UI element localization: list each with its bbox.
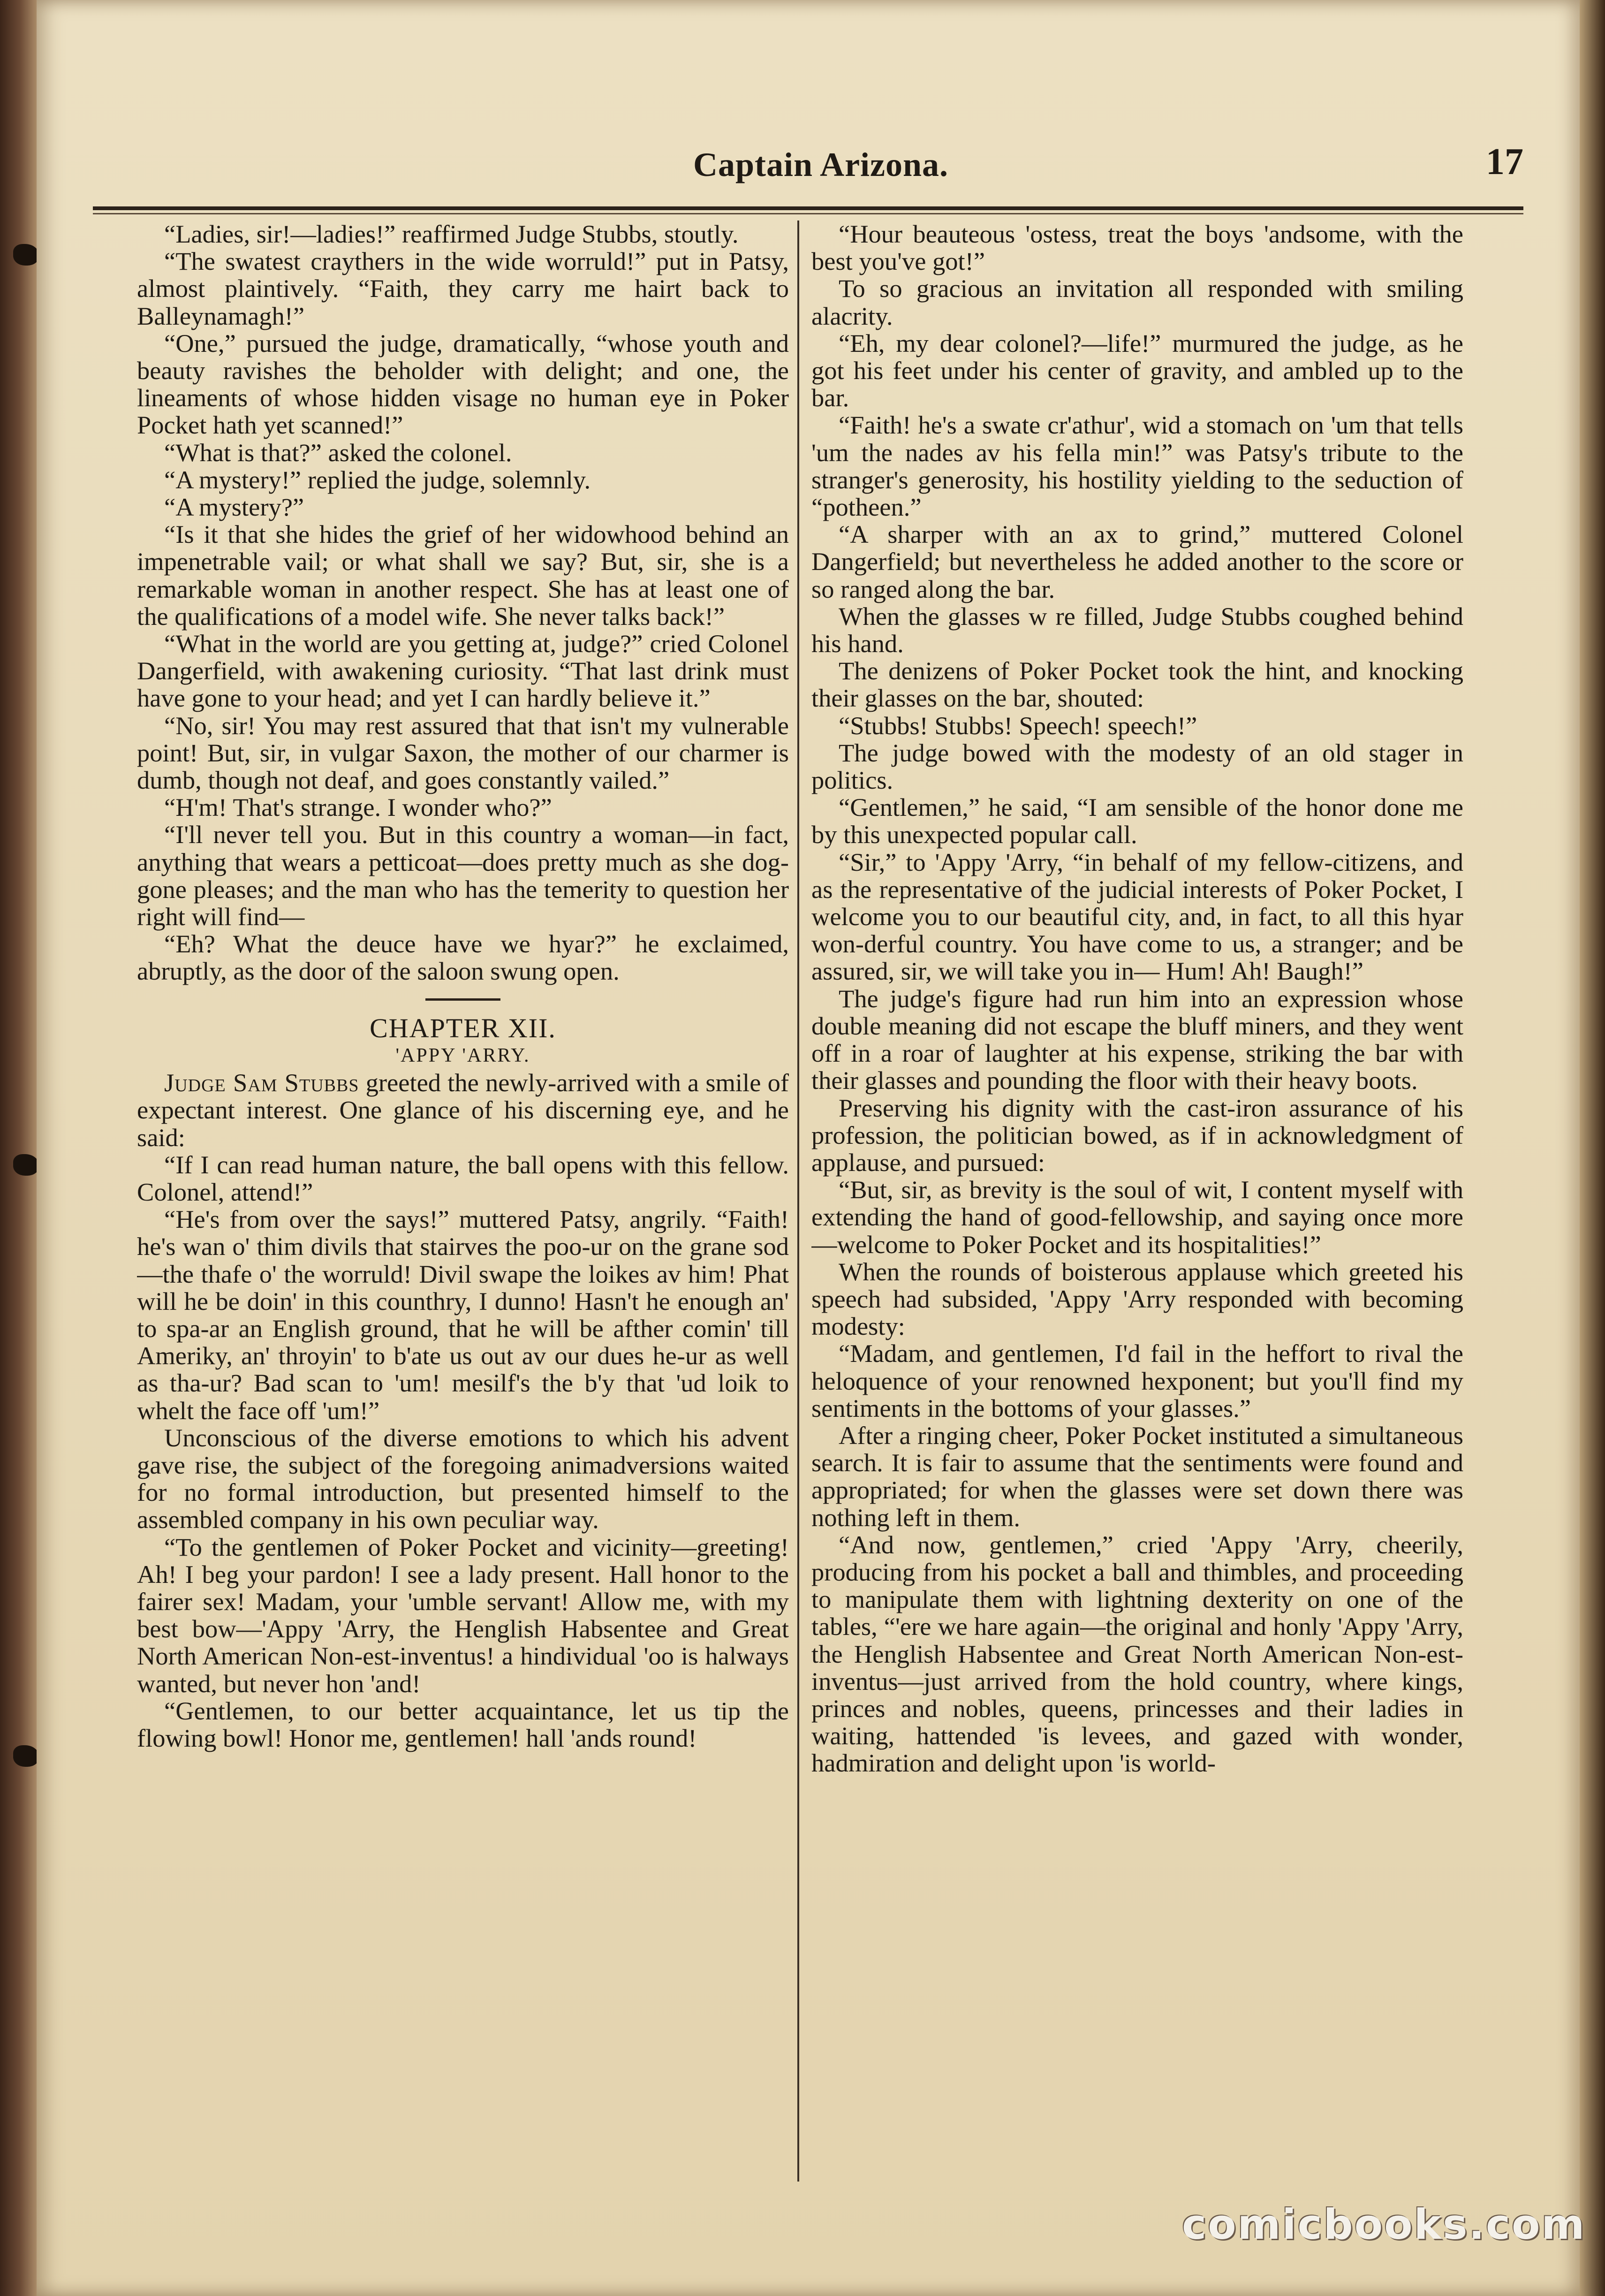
chapter-title: CHAPTER XII. (370, 1012, 556, 1043)
paragraph: “Stubbs! Stubbs! Speech! speech!” (839, 711, 1197, 740)
paragraph: After a ringing cheer, Poker Pocket instituted a simultaneous search. It is fair to assume that the sentiments were found and appropriated; for when the glasses were set down there was nothing left in them. (811, 1421, 1463, 1532)
page-edge (1580, 0, 1605, 2296)
paragraph: “Eh? What the deuce have we hyar?” he exclaimed, abruptly, as the door of the saloon swung open. (137, 929, 789, 986)
paragraph: Unconscious of the diverse emotions to which his advent gave rise, the subject of the foregoing animadversions waited for no formal introduction, but presented himself to the assembled company in his own peculiar way. (137, 1423, 789, 1534)
header-rule (93, 206, 1523, 210)
header-rule-thin (93, 213, 1523, 214)
paragraph: When the glasses w re filled, Judge Stubbs coughed behind his hand. (811, 601, 1463, 658)
paragraph: “Sir,” to 'Appy 'Arry, “in behalf of my fellow-citizens, and as the representative of the judicial interests of Poker Pocket, I welcome you to our beautiful city, and, in fact, to all this hyar won-derful country. You have come to us, a stranger; and be assured, sir, we will take you in— Hum! Ah! Baugh!” (811, 847, 1463, 986)
chapter-divider (425, 998, 500, 1001)
paragraph: “What is that?” asked the colonel. (164, 438, 512, 467)
running-title: Captain Arizona. (693, 146, 949, 183)
paragraph: “No, sir! You may rest assured that that isn't my vulnerable point! But, sir, in vulgar Saxon, the mother of our charmer is dumb, though not deaf, and goes constantly vailed.” (137, 711, 789, 795)
paragraph: “A mystery!” replied the judge, solemnly. (164, 465, 591, 494)
binding-stitch (13, 244, 39, 266)
book-spine (0, 0, 37, 2296)
paragraph: “Gentlemen, to our better acquaintance, let us tip the flowing bowl! Honor me, gentlemen! hall 'ands round! (137, 1696, 789, 1752)
paragraph: “Eh, my dear colonel?—life!” murmured the judge, as he got his feet under his center of gravity, and ambled up to the bar. (811, 328, 1463, 412)
paragraph: “If I can read human nature, the ball opens with this fellow. Colonel, attend!” (137, 1150, 789, 1206)
paragraph: “But, sir, as brevity is the soul of wit, I content myself with extending the hand of good-fellowship, and saying once more—welcome to Poker Pocket and its hospitalities!” (811, 1175, 1463, 1259)
paragraph: The judge bowed with the modesty of an old stager in politics. (811, 738, 1463, 795)
paragraph: “One,” pursued the judge, dramatically, “whose youth and beauty ravishes the beholder with delight; and one, the lineaments of whose hidden visage no human eye in Poker Pocket hath yet scanned!” (137, 328, 789, 440)
paragraph: Preserving his dignity with the cast-iron assurance of his profession, the politician bowed, as if in acknowledgment of applause, and pursued: (811, 1093, 1463, 1177)
chapter-subtitle: 'APPY 'ARRY. (395, 1044, 530, 1066)
paragraph: “I'll never tell you. But in this country a woman—in fact, anything that wears a petticoat—does pretty much as she dog-gone pleases; and the man who has the temerity to question her right will find— (137, 820, 789, 931)
column-divider (797, 220, 799, 2182)
paragraph: “Madam, and gentlemen, I'd fail in the heffort to rival the heloquence of your renowned hexponent; but you'll find my sentiments in the bottoms of your glasses.” (811, 1339, 1463, 1422)
right-text-column (811, 220, 1463, 2182)
chapter-opening-paragraph (137, 1069, 789, 1151)
paragraph: When the rounds of boisterous applause which greeted his speech had subsided, 'Appy 'Arry responded with becoming modesty: (811, 1257, 1463, 1341)
opening-lead-words: Judge Sam Stubbs (164, 1068, 359, 1097)
left-text-column (137, 220, 789, 2182)
opening-rest: greeted the newly-arrived with a smile of expectant interest. One glance of his discerning eye, and he said: (137, 1068, 789, 1152)
paragraph: “H'm! That's strange. I wonder who?” (164, 793, 552, 822)
paragraph: “A mystery?” (164, 493, 304, 522)
paragraph: “Faith! he's a swate cr'athur', wid a stomach on 'um that tells 'um the nades av his fella min!” was Patsy's tribute to the stranger's generosity, his hostility yielding to the seduction of “potheen.” (811, 411, 1463, 522)
paragraph: “Gentlemen,” he said, “I am sensible of the honor done me by this unexpected popular call. (811, 793, 1463, 849)
page-number: 17 (1486, 141, 1523, 182)
paragraph: “A sharper with an ax to grind,” muttered Colonel Dangerfield; but nevertheless he added another to the score or so ranged along the bar. (811, 520, 1463, 603)
paragraph: “Hour beauteous 'ostess, treat the boys 'andsome, with the best you've got!” (811, 220, 1463, 276)
binding-stitch (13, 1154, 39, 1176)
paragraph: The judge's figure had run him into an expression whose double meaning did not escape the bluff miners, and they went off in a roar of laughter at his expense, striking the bar with their glasses and pounding the floor with their heavy boots. (811, 984, 1463, 1095)
binding-stitch (13, 1745, 39, 1767)
paragraph: “To the gentlemen of Poker Pocket and vicinity—greeting! Ah! I beg your pardon! I see a lady present. Hall honor to the fairer sex! Madam, your 'umble servant! Allow me, with my best bow—'Appy 'Arry, the Henglish Habsentee and Great North American Non-est-inventus! a hindividual 'oo is halways wanted, but never hon 'and! (137, 1532, 789, 1698)
paragraph: “What in the world are you getting at, judge?” cried Colonel Dangerfield, with awakening curiosity. “That last drink must have gone to your head; and yet I can hardly believe it.” (137, 629, 789, 713)
paragraph: “And now, gentlemen,” cried 'Appy 'Arry, cheerily, producing from his pocket a ball and thimbles, and proceeding to manipulate them with lightning dexterity on one of the tables, “'ere we hare again—the original and honly 'Appy 'Arry, the Henglish Habsentee and Great North American Non-est-inventus—just arrived from the hold country, where kings, princes and nobles, queens, princesses and their ladies in waiting, hattended 'is levees, and gazed with wonder, hadmiration and delight upon 'is world- (811, 1530, 1463, 1778)
paragraph: “He's from over the says!” muttered Patsy, angrily. “Faith! he's wan o' thim divils that stairves the poo-ur on the grane sod—the thafe o' the worruld! Divil swape the loikes av him! Phat will he be doin' in this counthry, I dunno! Hasn't he enough an' to spa-ar an English ground, that he will be afther comin' till Ameriky, an' throyin' to b'ate us out av our dues he-ur as well as tha-ur? Bad scan to 'um! mesilf's the b'y that 'ud loik to whelt the face off 'um!” (137, 1205, 789, 1425)
watermark: comicbooks.com (1182, 2200, 1586, 2249)
paragraph: To so gracious an invitation all responded with smiling alacrity. (811, 274, 1463, 330)
paragraph: “Is it that she hides the grief of her widowhood behind an impenetrable vail; or what shall we say? But, sir, she is a remarkable woman in another respect. She has at least one of the qualifications of a model wife. She never talks back!” (137, 520, 789, 631)
paragraph: “Ladies, sir!—ladies!” reaffirmed Judge Stubbs, stoutly. (164, 220, 739, 248)
page-header (93, 131, 1523, 202)
paragraph: “The swatest craythers in the wide worruld!” put in Patsy, almost plaintively. “Faith, they carry me hairt back to Balleynamagh!” (137, 247, 789, 330)
paragraph: The denizens of Poker Pocket took the hint, and knocking their glasses on the bar, shouted: (811, 656, 1463, 713)
